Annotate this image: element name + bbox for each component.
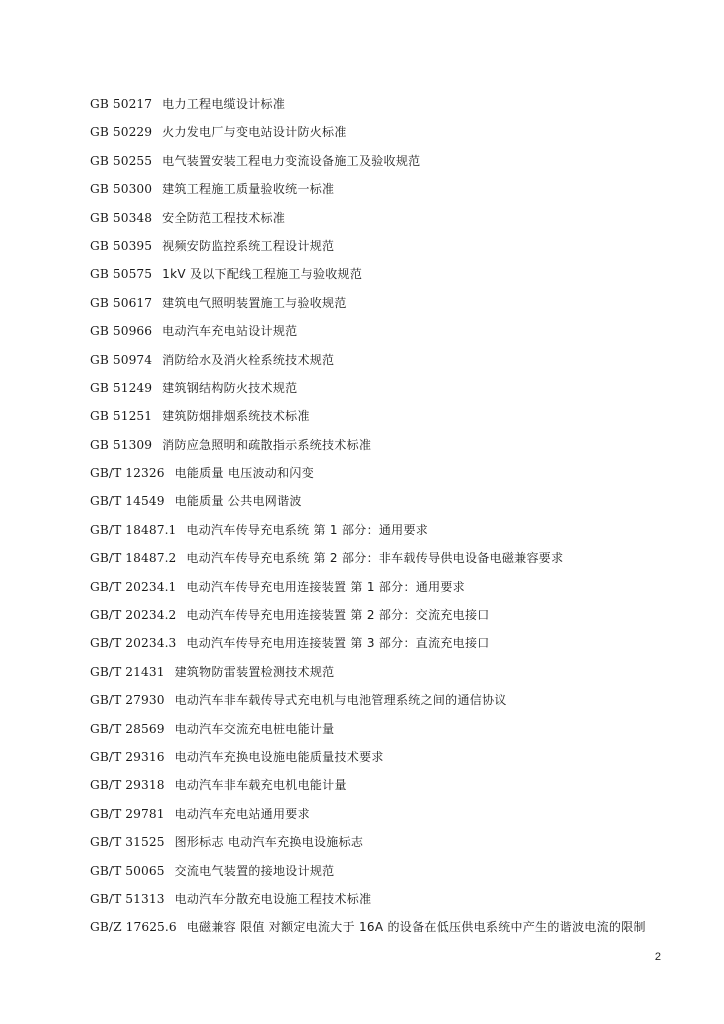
standard-code: GB/T 14549	[90, 494, 165, 509]
standard-entry	[90, 913, 690, 941]
standard-entry	[90, 743, 690, 771]
standard-code: GB/T 20234.3	[90, 636, 177, 651]
standard-code: GB/T 20234.1	[90, 579, 177, 594]
standard-entry	[90, 260, 690, 288]
standard-code: GB 51251	[90, 409, 153, 424]
standard-entry	[90, 289, 690, 317]
standard-title: 电动汽车传导充电用连接装置 第 3 部分：直流充电接口	[186, 636, 490, 651]
standard-entry	[90, 232, 690, 260]
standard-entry	[90, 175, 690, 203]
standard-title: 电动汽车交流充电桩电能计量	[174, 721, 335, 736]
standard-code: GB 51249	[90, 380, 153, 395]
standard-code: GB 50217	[90, 97, 153, 111]
standard-entry	[90, 857, 690, 885]
standard-title: 电能质量 公共电网谐波	[174, 494, 302, 509]
standard-title: 电力工程电缆设计标准	[162, 97, 286, 111]
standard-code: GB/T 29781	[90, 806, 165, 821]
standard-code: GB/T 18487.2	[90, 551, 177, 566]
standard-code: GB/T 31525	[90, 835, 165, 850]
standard-code: GB/Z 17625.6	[90, 920, 177, 935]
standard-entry	[90, 374, 690, 402]
standard-title: 电动汽车非车载充电机电能计量	[174, 778, 347, 793]
standard-title: 电动汽车充换电设施电能质量技术要求	[174, 749, 384, 764]
standard-title: 建筑防烟排烟系统技术标准	[162, 409, 310, 424]
standard-code: GB/T 50065	[90, 863, 165, 878]
standard-title: 电动汽车传导充电用连接装置 第 1 部分：通用要求	[186, 579, 465, 594]
standard-title: 交流电气装置的接地设计规范	[174, 863, 335, 878]
standard-title: 电动汽车传导充电系统 第 2 部分：非车载传导供电设备电磁兼容要求	[186, 551, 564, 566]
standard-title: 安全防范工程技术标准	[162, 210, 286, 225]
standard-title: 消防应急照明和疏散指示系统技术标准	[162, 437, 372, 452]
standard-entry	[90, 771, 690, 799]
standard-code: GB/T 51313	[90, 891, 165, 906]
standard-entry	[90, 90, 690, 118]
standard-title: 电动汽车传导充电用连接装置 第 2 部分：交流充电接口	[186, 608, 490, 623]
standard-entry	[90, 544, 690, 572]
standard-title: 视频安防监控系统工程设计规范	[162, 238, 335, 253]
standard-code: GB 50229	[90, 125, 153, 140]
standard-entry	[90, 885, 690, 913]
standard-title: 电动汽车分散充电设施工程技术标准	[174, 891, 372, 906]
standard-entry	[90, 147, 690, 175]
standard-entry	[90, 459, 690, 487]
standard-code: GB 50395	[90, 238, 153, 253]
standard-title: 建筑工程施工质量验收统一标准	[162, 182, 335, 197]
standard-entry	[90, 828, 690, 856]
standards-list	[90, 90, 690, 942]
standard-title: 电动汽车非车载传导式充电机与电池管理系统之间的通信协议	[174, 693, 507, 708]
standard-title: 火力发电厂与变电站设计防火标准	[162, 125, 347, 140]
page-number: 2	[654, 951, 661, 963]
standard-code: GB 50348	[90, 210, 153, 225]
standard-title: 建筑钢结构防火技术规范	[162, 380, 298, 395]
standard-entry	[90, 573, 690, 601]
standard-code: GB 50966	[90, 324, 153, 339]
standard-entry	[90, 658, 690, 686]
standard-entry	[90, 402, 690, 430]
standard-code: GB 50300	[90, 182, 153, 197]
standard-entry	[90, 686, 690, 714]
standard-entry	[90, 204, 690, 232]
standard-title: 建筑电气照明装置施工与验收规范	[162, 295, 347, 310]
standard-title: 电磁兼容 限值 对额定电流大于 16A 的设备在低压供电系统中产生的谐波电流的限制	[186, 920, 646, 935]
standard-title: 电能质量 电压波动和闪变	[174, 466, 314, 481]
standard-title: 电气装置安装工程电力变流设备施工及验收规范	[162, 153, 421, 168]
standard-entry	[90, 629, 690, 657]
standard-entry	[90, 118, 690, 146]
standard-entry	[90, 715, 690, 743]
standard-title: 1kV 及以下配线工程施工与验收规范	[162, 267, 363, 282]
standard-entry	[90, 317, 690, 345]
standard-code: GB 50575	[90, 267, 153, 282]
standard-entry	[90, 346, 690, 374]
standard-title: 消防给水及消火栓系统技术规范	[162, 352, 335, 367]
standard-title: 图形标志 电动汽车充换电设施标志	[174, 835, 364, 850]
standard-code: GB/T 27930	[90, 693, 165, 708]
standard-title: 电动汽车传导充电系统 第 1 部分：通用要求	[186, 522, 429, 537]
standard-code: GB/T 12326	[90, 466, 165, 481]
standard-code: GB/T 21431	[90, 664, 165, 679]
standard-code: GB/T 29318	[90, 778, 165, 793]
standard-entry	[90, 516, 690, 544]
standard-entry	[90, 800, 690, 828]
standard-title: 建筑物防雷装置检测技术规范	[174, 664, 335, 679]
standard-code: GB/T 28569	[90, 721, 165, 736]
standard-entry	[90, 487, 690, 515]
standard-code: GB/T 20234.2	[90, 608, 177, 623]
standard-title: 电动汽车充电站设计规范	[162, 324, 298, 339]
standard-code: GB 50974	[90, 352, 153, 367]
standard-code: GB 51309	[90, 437, 153, 452]
standard-code: GB/T 29316	[90, 749, 165, 764]
standard-code: GB 50617	[90, 295, 153, 310]
standard-code: GB/T 18487.1	[90, 522, 177, 537]
standard-entry	[90, 431, 690, 459]
standard-entry	[90, 601, 690, 629]
standard-title: 电动汽车充电站通用要求	[174, 806, 310, 821]
standard-code: GB 50255	[90, 153, 153, 168]
